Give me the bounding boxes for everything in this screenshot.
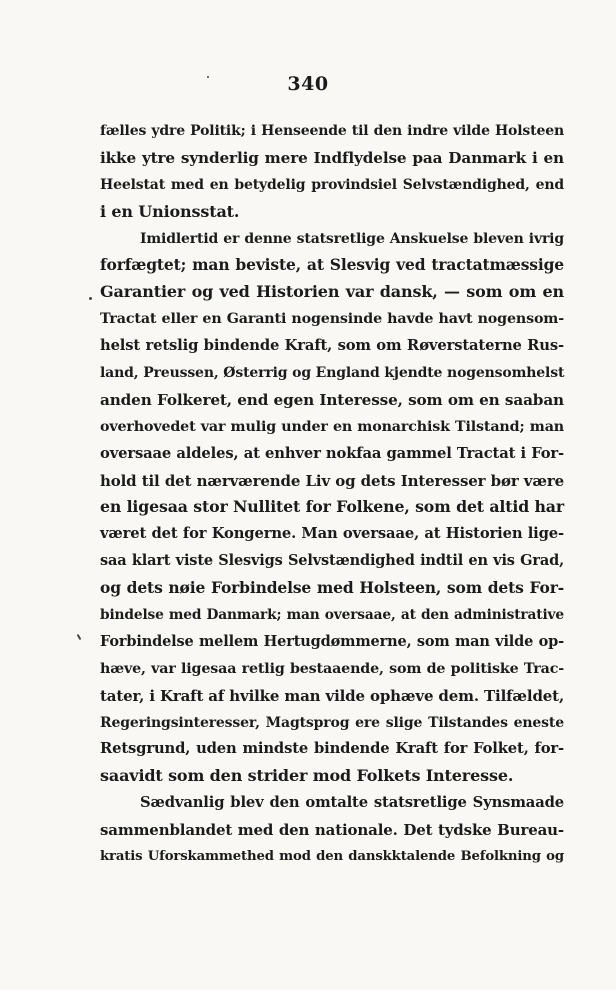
text-line: Forbindelse mellem Hertugdømmerne, som man vilde op-: [100, 632, 564, 650]
text-line: Garantier og ved Historien var dansk, — som om en: [100, 282, 564, 302]
text-line: saa klart viste Slesvigs Selvstændighed indtil en vis Grad,: [100, 552, 564, 570]
text-line: Tractat eller en Garanti nogensinde havde havt nogensom-: [100, 311, 564, 328]
text-line: overhovedet var mulig under en monarchisk Tilstand; man: [100, 418, 564, 435]
text-line: helst retslig bindende Kraft, som om Røverstaterne Rus-: [100, 337, 564, 355]
body-text: [100, 118, 564, 871]
text-line: ikke ytre synderlig mere Indflydelse paa Danmark i en: [100, 148, 564, 167]
text-line: fælles ydre Politik; i Henseende til den indre vilde Holsteen: [100, 123, 564, 139]
ink-speck: [89, 297, 92, 300]
text-line: hæve, var ligesaa retlig bestaaende, som de politiske Trac-: [100, 660, 564, 677]
text-line: tater, i Kraft af hvilke man vilde ophæve dem. Tilfældet,: [100, 686, 565, 705]
text-line: været det for Kongerne. Man oversaae, at Historien lige-: [100, 525, 564, 543]
text-line: saavidt som den strider mod Folkets Interesse.: [100, 766, 514, 786]
text-line: og dets nøie Forbindelse med Holsteen, som dets For-: [100, 578, 564, 598]
text-line: sammenblandet med den nationale. Det tydske Bureau-: [100, 821, 564, 840]
page-number: 340: [287, 73, 329, 95]
paragraph-start-line: Imidlertid er denne statsretlige Anskuelse bleven ivrig: [140, 230, 564, 247]
text-line: bindelse med Danmark; man oversaae, at den administrative: [100, 607, 564, 624]
text-line: kratis Uforskammethed mod den danskktalende Befolkning og: [100, 849, 564, 865]
text-line: Regeringsinteresser, Magtsprog ere slige Tilstandes eneste: [100, 714, 564, 731]
text-line: land, Preussen, Østerrig og England kjendte nogensomhelst: [100, 365, 565, 382]
text-line: en ligesaa stor Nullitet for Folkene, som det altid har: [100, 497, 564, 517]
ink-speck: [77, 634, 82, 640]
text-line: i en Unionsstat.: [100, 201, 240, 221]
text-line: forfægtet; man beviste, at Slesvig ved tractatmæssige: [100, 255, 564, 275]
text-line: anden Folkeret, end egen Interesse, som om en saaban: [100, 390, 564, 409]
text-line: hold til det nærværende Liv og dets Interesser bør være: [100, 471, 564, 490]
text-line: Heelstat med en betydelig provindsiel Selvstændighed, end: [100, 176, 564, 193]
ink-speck: [207, 76, 209, 78]
paragraph-start-line: Sædvanlig blev den omtalte statsretlige Synsmaade: [140, 794, 564, 812]
text-line: Retsgrund, uden mindste bindende Kraft for Folket, for-: [100, 740, 564, 758]
text-line: oversaae aldeles, at enhver nokfaa gammel Tractat i For-: [100, 444, 564, 462]
